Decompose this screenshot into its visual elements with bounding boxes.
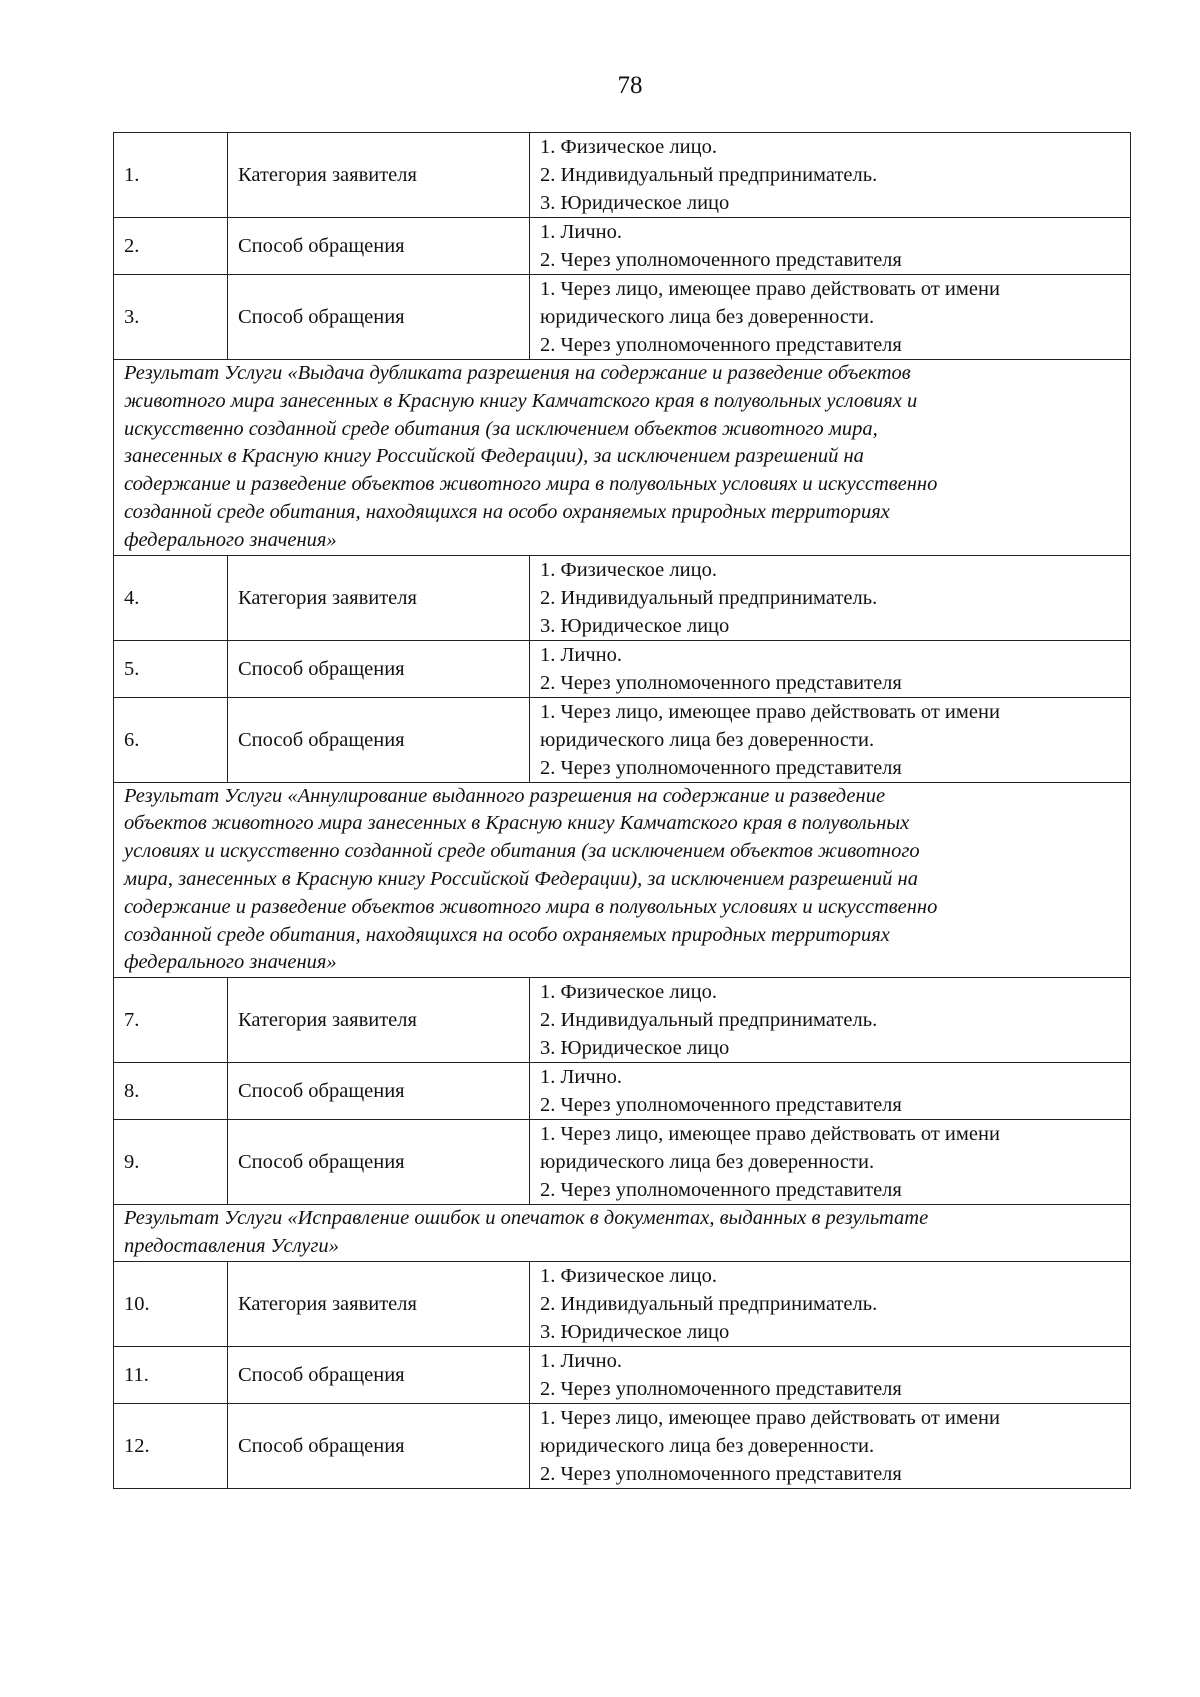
- row-options: [530, 1346, 1131, 1403]
- section-header-line: созданной среде обитания, находящихся на особо охраняемых природных территориях: [124, 500, 890, 523]
- table-row: [114, 133, 1131, 218]
- row-number: 11.: [114, 1346, 228, 1403]
- row-options: [530, 133, 1131, 218]
- option-item: 1. Через лицо, имеющее право действовать от имени: [540, 1406, 1000, 1429]
- section-header-row: [114, 1205, 1131, 1262]
- table-row: [114, 275, 1131, 360]
- option-item: 2. Через уполномоченного представителя: [540, 1462, 902, 1485]
- option-item: 2. Через уполномоченного представителя: [540, 756, 902, 779]
- row-options: [530, 1120, 1131, 1205]
- row-label: Категория заявителя: [228, 133, 530, 218]
- section-header-line: животного мира занесенных в Красную книгу Камчатского края в полувольных условиях и: [124, 389, 918, 412]
- table-row: [114, 555, 1131, 640]
- option-item: 1. Через лицо, имеющее право действовать от имени: [540, 1123, 1000, 1146]
- row-label: Способ обращения: [228, 1120, 530, 1205]
- option-item: юридического лица без доверенности.: [540, 728, 875, 751]
- section-header-line: занесенных в Красную книгу Российской Федерации), за исключением разрешений на: [124, 445, 864, 468]
- row-label: Категория заявителя: [228, 555, 530, 640]
- table-row: [114, 697, 1131, 782]
- row-number: 7.: [114, 978, 228, 1063]
- row-number: 8.: [114, 1063, 228, 1120]
- table-row: [114, 218, 1131, 275]
- section-header-line: созданной среде обитания, находящихся на особо охраняемых природных территориях: [124, 923, 890, 946]
- option-item: 2. Индивидуальный предприниматель.: [540, 1009, 878, 1032]
- row-number: 12.: [114, 1403, 228, 1488]
- section-header-line: федерального значения»: [124, 528, 337, 551]
- option-item: 2. Через уполномоченного представителя: [540, 334, 902, 356]
- option-item: юридического лица без доверенности.: [540, 1151, 875, 1174]
- row-number: 2.: [114, 218, 228, 275]
- row-label: Способ обращения: [228, 275, 530, 360]
- section-header-line: искусственно созданной среде обитания (за исключением объектов животного мира,: [124, 417, 878, 440]
- section-header-row: [114, 782, 1131, 978]
- row-label: Способ обращения: [228, 1063, 530, 1120]
- option-item: 1. Физическое лицо.: [540, 558, 717, 581]
- option-item: 2. Через уполномоченного представителя: [540, 1094, 902, 1117]
- option-item: 3. Юридическое лицо: [540, 1037, 730, 1060]
- table-body: [114, 133, 1131, 1489]
- option-item: 1. Физическое лицо.: [540, 136, 717, 158]
- option-item: 1. Лично.: [540, 1066, 623, 1089]
- row-number: 1.: [114, 133, 228, 218]
- option-item: 1. Лично.: [540, 643, 623, 666]
- table-row: [114, 1346, 1131, 1403]
- section-header-line: Результат Услуги «Выдача дубликата разрешения на содержание и разведение объектов: [124, 362, 911, 384]
- option-item: 3. Юридическое лицо: [540, 1320, 730, 1343]
- section-header-line: содержание и разведение объектов животного мира в полувольных условиях и искусственно: [124, 895, 938, 918]
- section-header-line: объектов животного мира занесенных в Красную книгу Камчатского края в полувольных: [124, 812, 910, 835]
- table-row: [114, 1261, 1131, 1346]
- row-label: Способ обращения: [228, 1403, 530, 1488]
- option-item: 3. Юридическое лицо: [540, 192, 730, 214]
- option-item: 2. Индивидуальный предприниматель.: [540, 1292, 878, 1315]
- row-options: [530, 275, 1131, 360]
- option-item: 3. Юридическое лицо: [540, 614, 730, 637]
- section-header: [114, 360, 1131, 556]
- option-item: 2. Через уполномоченного представителя: [540, 249, 902, 271]
- option-item: 1. Через лицо, имеющее право действовать от имени: [540, 278, 1000, 300]
- table-row: [114, 1120, 1131, 1205]
- section-header-line: Результат Услуги «Аннулирование выданного разрешения на содержание и разведение: [124, 784, 886, 807]
- section-header: [114, 782, 1131, 978]
- row-options: [530, 1261, 1131, 1346]
- section-header-line: федерального значения»: [124, 951, 337, 974]
- option-item: юридического лица без доверенности.: [540, 306, 875, 328]
- row-number: 9.: [114, 1120, 228, 1205]
- applicant-table: [113, 132, 1131, 1489]
- row-options: [530, 640, 1131, 697]
- option-item: 2. Индивидуальный предприниматель.: [540, 586, 878, 609]
- row-label: Способ обращения: [228, 640, 530, 697]
- option-item: 2. Через уполномоченного представителя: [540, 1377, 902, 1400]
- option-item: 1. Лично.: [540, 221, 623, 243]
- row-number: 5.: [114, 640, 228, 697]
- row-options: [530, 1403, 1131, 1488]
- table-row: [114, 1403, 1131, 1488]
- option-item: юридического лица без доверенности.: [540, 1434, 875, 1457]
- row-number: 4.: [114, 555, 228, 640]
- row-number: 10.: [114, 1261, 228, 1346]
- option-item: 2. Через уполномоченного представителя: [540, 671, 902, 694]
- table-row: [114, 1063, 1131, 1120]
- option-item: 1. Лично.: [540, 1349, 623, 1372]
- section-header-line: предоставления Услуги»: [124, 1234, 339, 1257]
- row-label: Категория заявителя: [228, 1261, 530, 1346]
- option-item: 2. Через уполномоченного представителя: [540, 1179, 902, 1202]
- row-label: Категория заявителя: [228, 978, 530, 1063]
- section-header-line: условиях и искусственно созданной среде обитания (за исключением объектов животного: [124, 840, 920, 863]
- row-options: [530, 697, 1131, 782]
- option-item: 1. Физическое лицо.: [540, 981, 717, 1004]
- row-number: 3.: [114, 275, 228, 360]
- option-item: 1. Физическое лицо.: [540, 1264, 717, 1287]
- table-row: [114, 640, 1131, 697]
- row-label: Способ обращения: [228, 697, 530, 782]
- row-options: [530, 555, 1131, 640]
- table-row: [114, 978, 1131, 1063]
- row-number: 6.: [114, 697, 228, 782]
- section-header-line: мира, занесенных в Красную книгу Российской Федерации), за исключением разрешений на: [124, 867, 918, 890]
- row-options: [530, 978, 1131, 1063]
- option-item: 2. Индивидуальный предприниматель.: [540, 164, 878, 186]
- page-number: 78: [617, 72, 643, 99]
- row-options: [530, 1063, 1131, 1120]
- row-options: [530, 218, 1131, 275]
- section-header-line: содержание и разведение объектов животного мира в полувольных условиях и искусственно: [124, 473, 938, 496]
- option-item: 1. Через лицо, имеющее право действовать от имени: [540, 700, 1000, 723]
- row-label: Способ обращения: [228, 1346, 530, 1403]
- row-label: Способ обращения: [228, 218, 530, 275]
- section-header-row: [114, 360, 1131, 556]
- section-header-line: Результат Услуги «Исправление ошибок и опечаток в документах, выданных в результате: [124, 1207, 929, 1230]
- section-header: [114, 1205, 1131, 1262]
